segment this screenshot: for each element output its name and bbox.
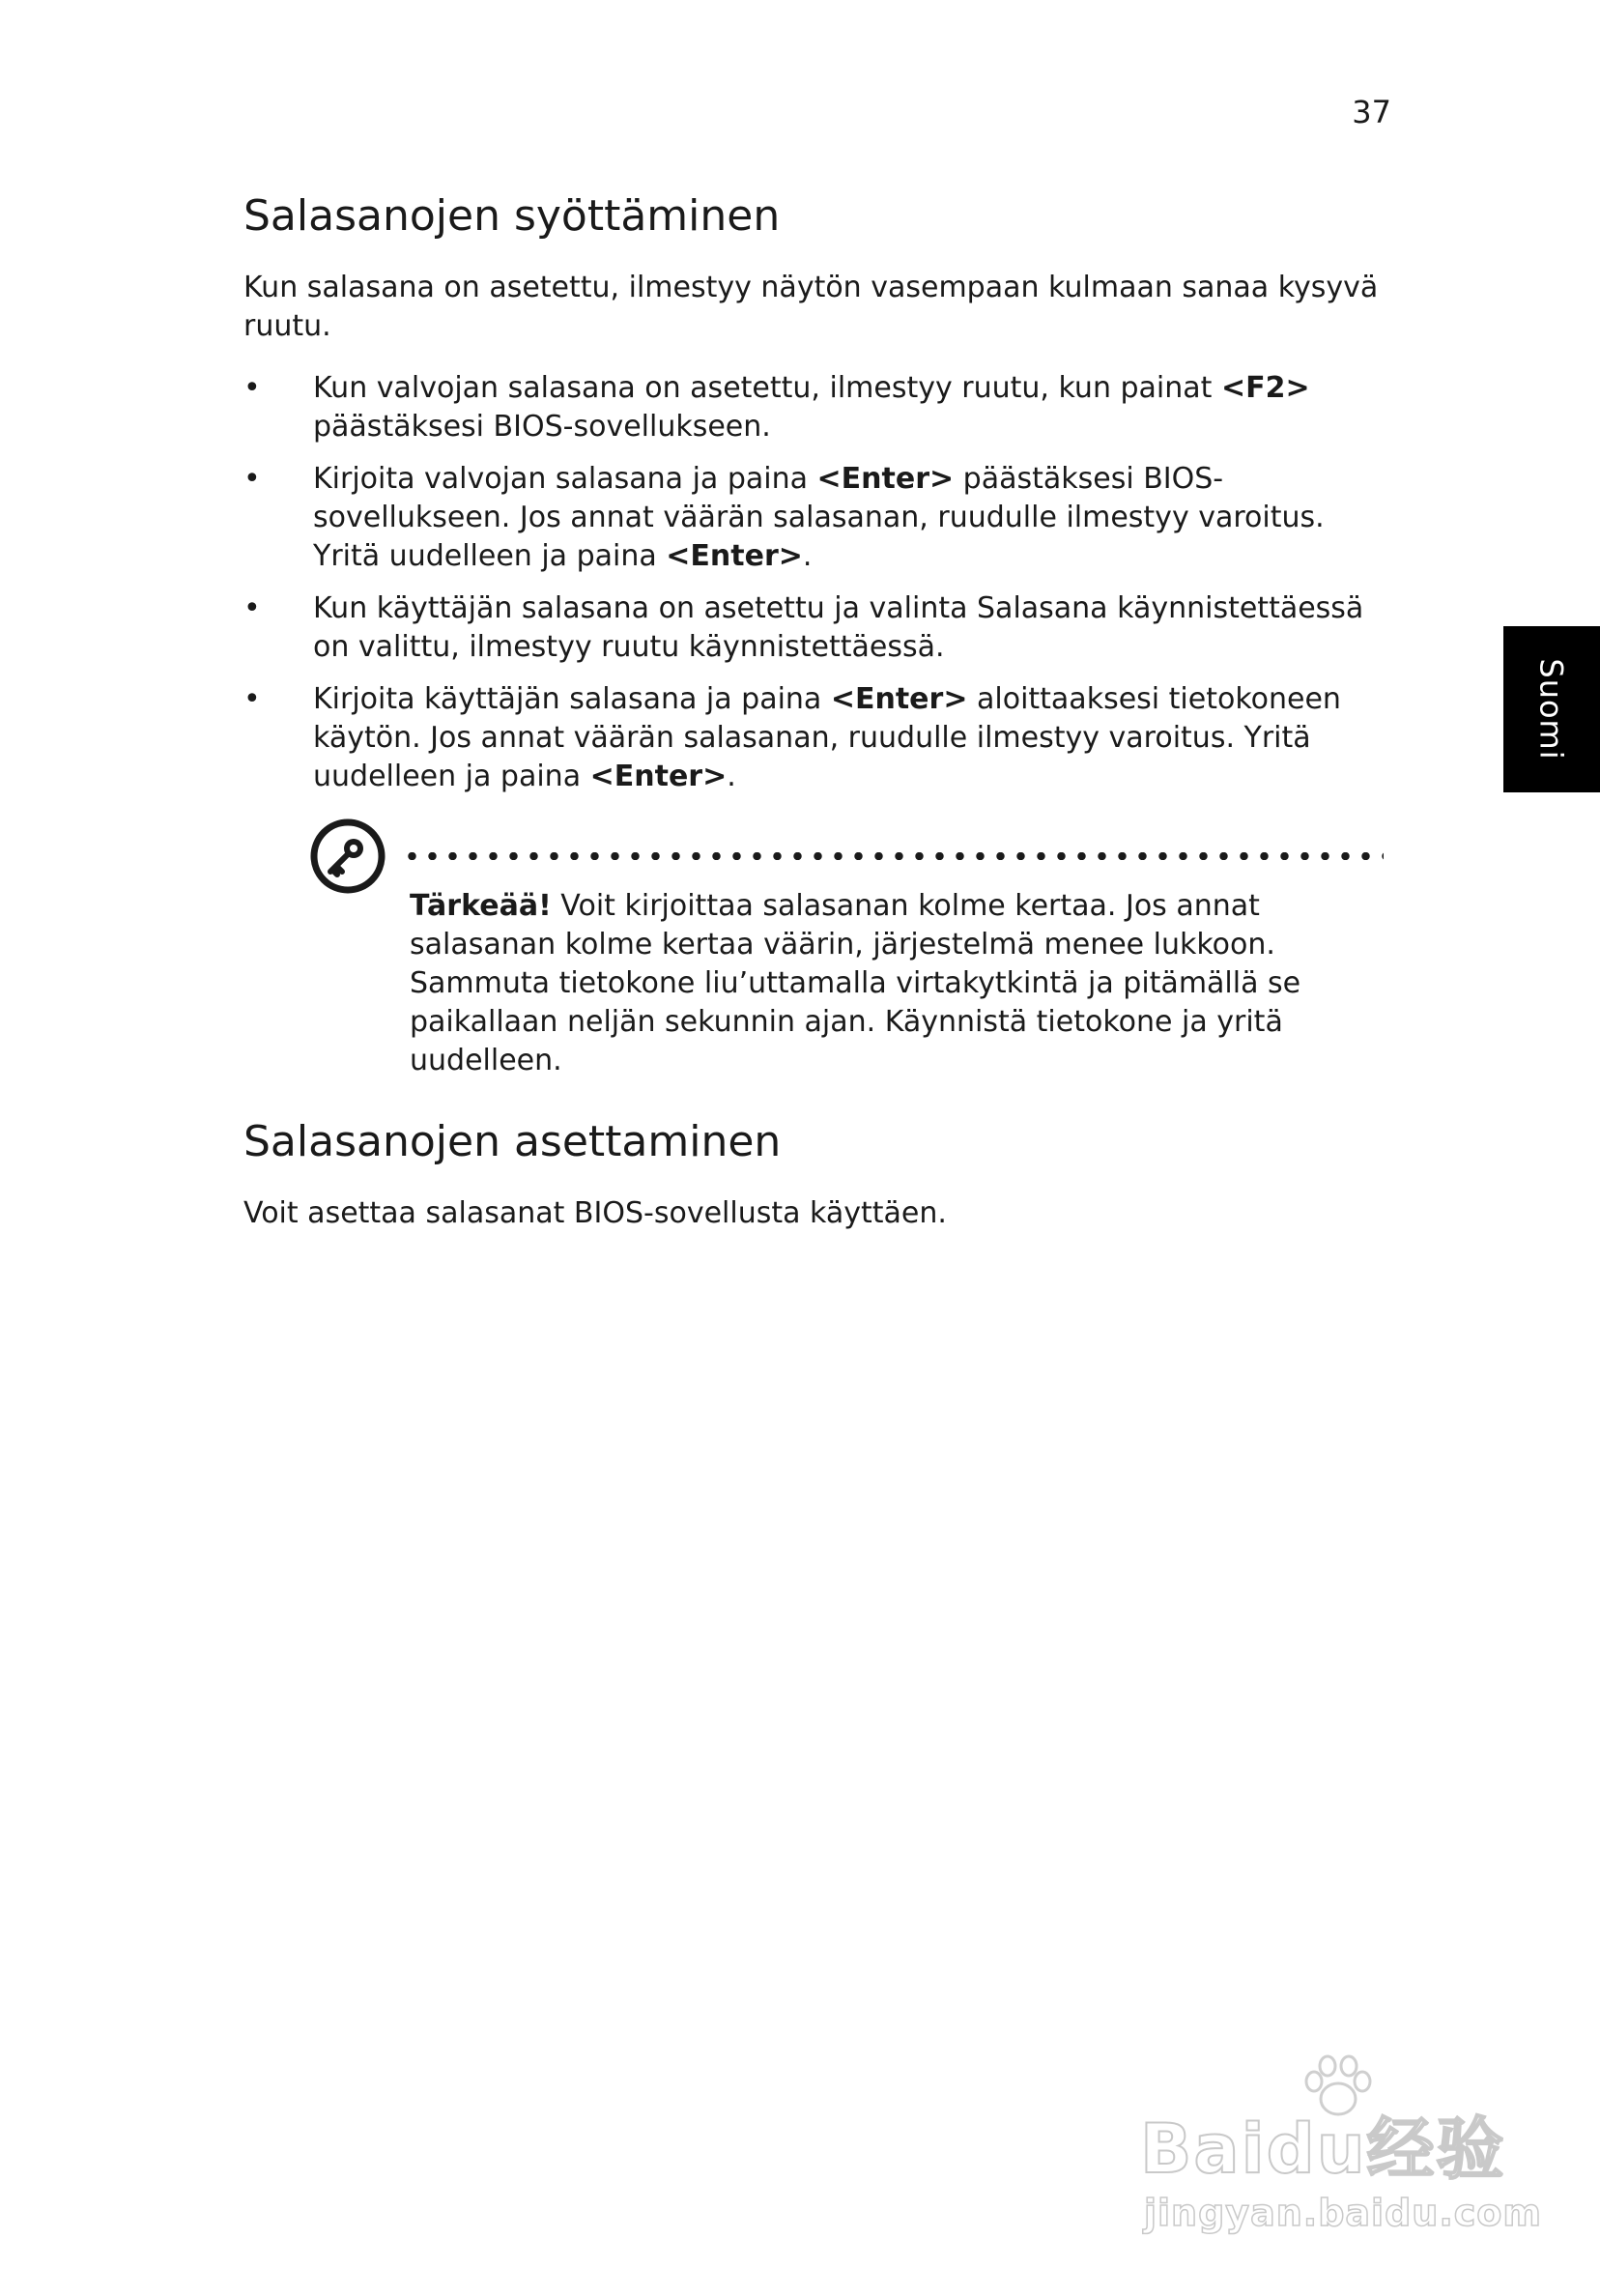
bullet-icon: •	[243, 371, 261, 405]
watermark-url: jingyan.baidu.com	[1144, 2192, 1542, 2234]
list-item-text: päästäksesi BIOS-sovellukseen. Jos annat väärän salasanan, ruudulle ilmestyy varoitus. Yritä uudelleen ja paina	[313, 462, 1325, 573]
page-content	[243, 189, 1384, 1233]
key-icon	[309, 818, 386, 895]
list-item-text: .	[802, 539, 813, 573]
list-item	[243, 369, 1384, 446]
list-item-text: aloittaaksesi tietokoneen käytön. Jos annat väärän salasanan, ruudulle ilmestyy varoitus. Yritä uudelleen ja paina	[313, 682, 1341, 793]
list-item-text: Kun valvojan salasana on asetettu, ilmestyy ruutu, kun painat	[313, 371, 1221, 405]
list-item-text: .	[727, 760, 736, 793]
page-number: 37	[1352, 94, 1391, 130]
language-side-tab	[1503, 626, 1600, 792]
list-item-text: Kirjoita käyttäjän salasana ja paina	[313, 682, 831, 716]
important-note	[243, 818, 1384, 1100]
bullet-icon: •	[243, 591, 261, 625]
bullet-icon: •	[243, 682, 261, 716]
note-label: Tärkeää!	[410, 889, 552, 923]
note-body: Voit kirjoittaa salasanan kolme kertaa. Jos annat salasanan kolme kertaa väärin, järjestelmä menee lukkoon. Sammuta tietokone liu’uttamalla virtakytkintä ja pitämällä se paikallaan neljän sekunnin ajan. Käynnistä tietokone ja yritä uudelleen.	[410, 889, 1301, 1077]
key-label: <Enter>	[830, 682, 968, 716]
list-item-text: päästäksesi BIOS-sovellukseen.	[313, 410, 771, 444]
list-item	[243, 460, 1384, 576]
section-title: Salasanojen asettaminen	[243, 1117, 782, 1166]
key-label: <Enter>	[816, 462, 955, 496]
bullet-icon: •	[243, 462, 261, 496]
list-item-text: Kun käyttäjän salasana on asetettu ja valinta Salasana käynnistettäessä on valittu, ilmestyy ruutu käynnistettäessä.	[313, 591, 1364, 664]
dotted-divider	[402, 852, 1384, 860]
note-text	[410, 887, 1337, 1080]
list-item	[243, 680, 1384, 796]
intro-paragraph: Kun salasana on asetettu, ilmestyy näytön vasempaan kulmaan sanaa kysyvä ruutu.	[243, 271, 1379, 343]
side-tab-label: Suomi	[1533, 658, 1571, 761]
list-item-text: Kirjoita valvojan salasana ja paina	[313, 462, 817, 496]
section-settings	[243, 1115, 1384, 1233]
baidu-watermark	[1140, 2052, 1542, 2246]
section-paragraph: Voit asettaa salasanat BIOS-sovellusta käyttäen.	[243, 1196, 947, 1230]
key-label: <Enter>	[666, 539, 803, 573]
bullet-list	[243, 369, 1384, 796]
list-item	[243, 589, 1384, 667]
key-label: <F2>	[1220, 371, 1310, 405]
key-label: <Enter>	[589, 760, 728, 793]
watermark-brand: Baidu经验	[1140, 2109, 1506, 2189]
section-title: Salasanojen syöttäminen	[243, 191, 781, 241]
